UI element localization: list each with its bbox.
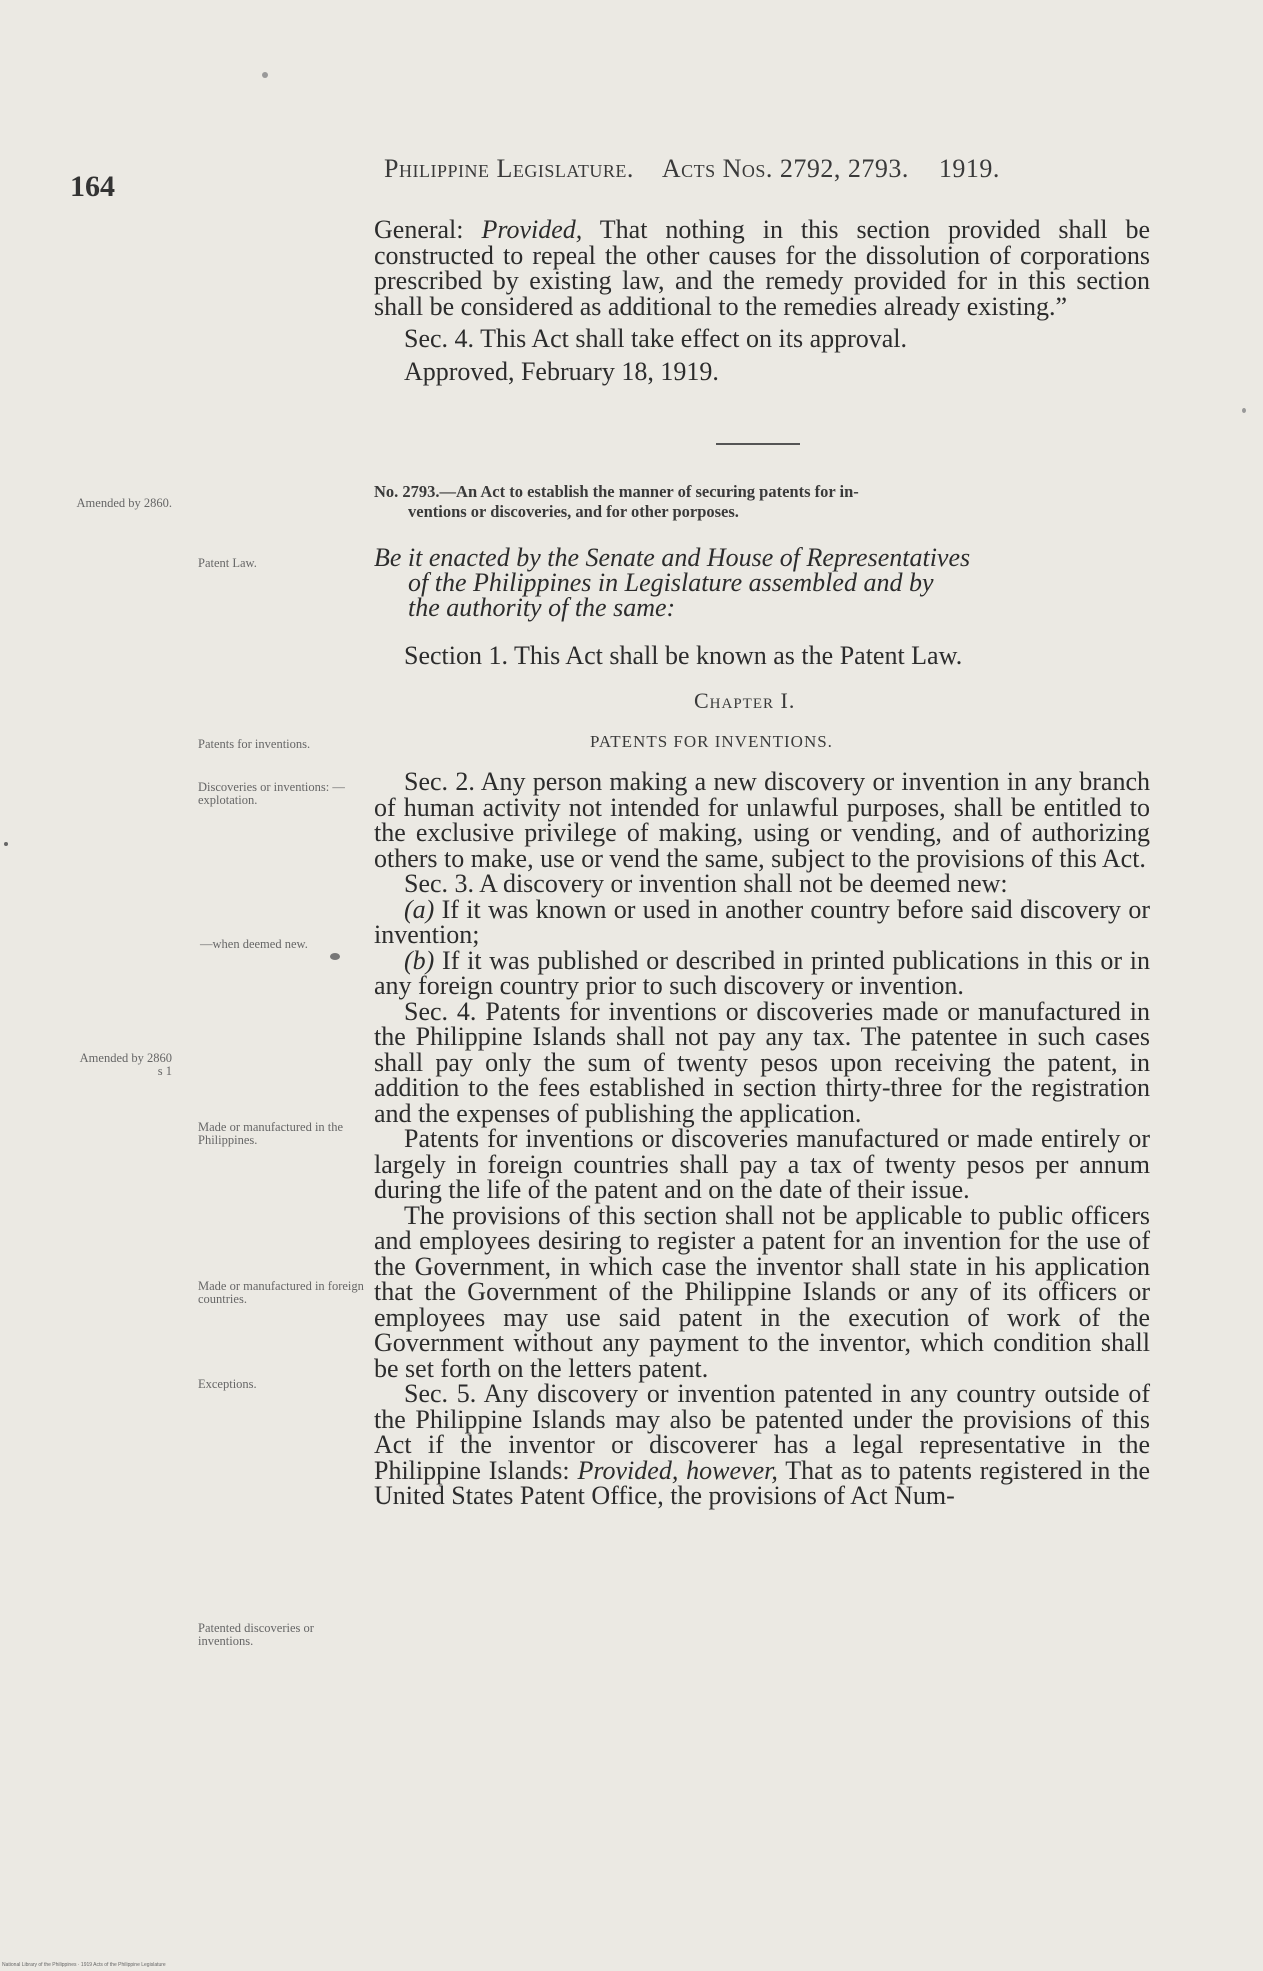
enacting-line1: Be it enacted by the Senate and House of Representatives — [374, 543, 971, 572]
enacting-line3: the authority of the same: — [408, 593, 676, 622]
section-1: Section 1. This Act shall be known as the Patent Law. — [404, 641, 963, 670]
section-5-provided: Provided, however, — [577, 1455, 778, 1485]
scan-speck — [1242, 408, 1246, 413]
section-3b — [374, 945, 1150, 1000]
continuation-paragraph — [374, 217, 1150, 319]
provided-italic: Provided, — [481, 215, 583, 244]
margin-amended-2860s1: Amended by 2860 s 1 — [79, 1051, 172, 1078]
continuation-text-after: That nothing in this section provided shall be constructed to repeal the other causes for the dissolution of corporations prescribed by existing law, and the remedy provided for in this section shall be considered as additional to the remedies already existing.” — [374, 215, 1150, 321]
scan-speck — [262, 72, 268, 78]
margin-exceptions: Exceptions. — [198, 1377, 257, 1391]
chapter-heading: Chapter I. — [694, 688, 796, 713]
scan-speck — [4, 842, 8, 846]
footer-credit: National Library of the Philippines · 1919 Acts of the Philippine Legislature — [2, 1962, 166, 1968]
section-5-text: Sec. 5. Any discovery or invention patented in any country outside of the Philippine Islands may also be patented under the provisions of this Act if the inventor or discoverer has a legal representative in the Philippine Islands: — [374, 1379, 1150, 1485]
enacting-line2: of the Philippines in Legislature assembled and by — [408, 568, 934, 597]
margin-made-in-foreign: Made or manufactured in foreign countries. — [198, 1279, 364, 1306]
section-5 — [374, 1381, 1150, 1509]
act-title — [374, 482, 1150, 522]
page-number: 164 — [70, 170, 115, 203]
chapter-1-body — [374, 769, 1150, 1509]
margin-patented-discoveries: Patented discoveries or inventions. — [198, 1621, 314, 1648]
section-4-exceptions: The provisions of this section shall not be applicable to public officers and employees desiring to register a patent for an invention for the use of the Government, in which case the inventor shall state in his application that the Government of the Philippine Islands or any of its officers or employees may use said patent in the execution of work of the Government without any payment to the inventor, which condition shall be set forth on the letters patent. — [374, 1200, 1150, 1383]
section-3a-text: If it was known or used in another country before said discovery or invention; — [374, 894, 1150, 949]
section-5-text-after: That as to patents registered in the United States Patent Office, the provisions of Act Num- — [374, 1455, 1150, 1510]
section-4-effect: Sec. 4. This Act shall take effect on its approval. — [404, 324, 908, 353]
continuation-text: General: — [374, 215, 482, 244]
section-3a-label: (a) — [404, 894, 435, 924]
chapter-subheading: PATENTS FOR INVENTIONS. — [590, 732, 833, 751]
act-title-line1: No. 2793.—An Act to establish the manner of securing patents for in- — [374, 482, 859, 501]
continuation-block — [374, 217, 1150, 384]
act-title-line2: ventions or discoveries, and for other porposes. — [408, 502, 739, 521]
margin-patent-law: Patent Law. — [198, 556, 257, 570]
section-3b-label: (b) — [404, 945, 435, 975]
approved-date: Approved, February 18, 1919. — [404, 356, 719, 386]
section-3b-text: If it was published or described in printed publications in this or in any foreign country prior to such discovery or invention. — [374, 945, 1150, 1000]
margin-made-in-philippines: Made or manufactured in the Philippines. — [198, 1120, 344, 1147]
running-head-year: 1919. — [938, 154, 1000, 183]
running-head-legislature: Philippine Legislature. — [384, 154, 634, 183]
section-3a — [374, 894, 1150, 949]
enacting-clause — [374, 545, 1150, 620]
section-3: Sec. 3. A discovery or invention shall not be deemed new: — [404, 869, 1008, 898]
scan-speck — [330, 953, 340, 960]
section-2: Sec. 2. Any person making a new discovery or invention in any branch of human activity not intended for unlawful purposes, shall be entitled to the exclusive privilege of making, using or vending, and of authorizing others to make, use or vend the same, subject to the provisions of this Act. — [374, 767, 1150, 873]
margin-amended-2860: Amended by 2860. — [76, 496, 172, 510]
margin-when-deemed-new: —when deemed new. — [200, 937, 308, 951]
section-4-foreign: Patents for inventions or discoveries manufactured or made entirely or largely in foreign countries shall pay a tax of twenty pesos per annum during the life of the patent and on the date of their issue. — [374, 1124, 1150, 1204]
margin-patents-for-inventions: Patents for inventions. — [198, 737, 311, 751]
margin-discoveries-explotation: Discoveries or inventions: —explotation. — [198, 780, 345, 807]
section-4: Sec. 4. Patents for inventions or discoveries made or manufactured in the Philippine Islands shall not pay any tax. The patentee in such cases shall pay only the sum of twenty pesos upon receiving the patent, in addition to the fees established in section thirty-three for the registration and the expenses of publishing the application. — [374, 996, 1150, 1128]
section-divider — [716, 443, 800, 445]
running-head-acts: Acts Nos. 2792, 2793. — [661, 154, 909, 183]
running-head — [384, 154, 1144, 184]
